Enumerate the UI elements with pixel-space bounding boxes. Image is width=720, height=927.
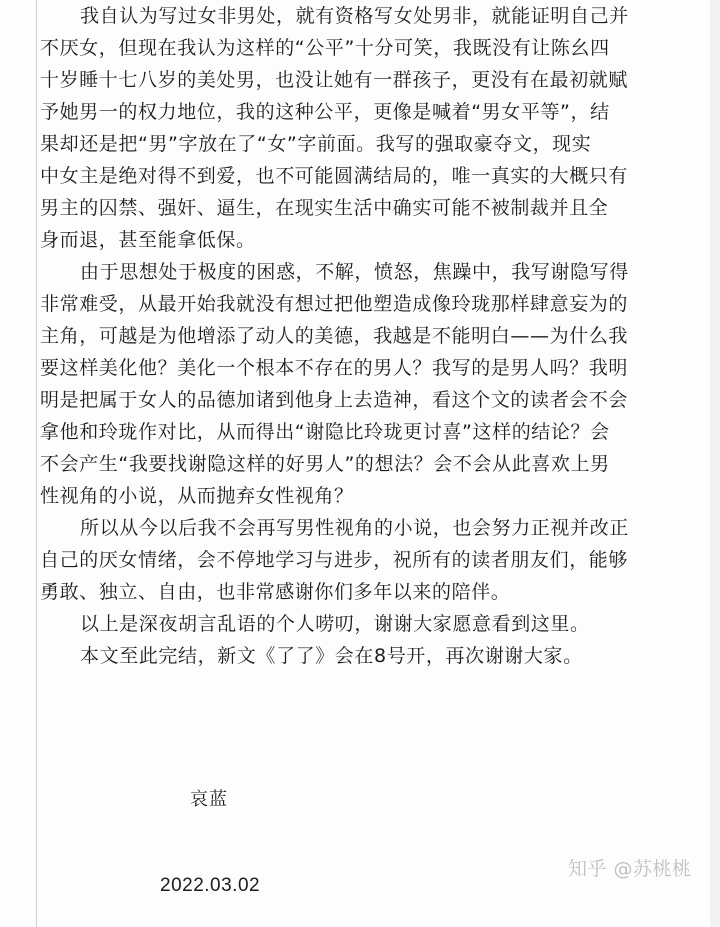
text-line: 本文至此完结，新文《了了》会在8号开，再次谢谢大家。 — [80, 645, 583, 667]
text-line: 由于思想处于极度的困惑，不解，愤怒，焦躁中，我写谢隐写得 — [80, 261, 629, 283]
text-line: 以上是深夜胡言乱语的个人唠叨，谢谢大家愿意看到这里。 — [80, 613, 590, 635]
text-line: 中女主是绝对得不到爱，也不可能圆满结局的，唯一真实的大概只有 — [40, 165, 629, 187]
document-date: 2022.03.02 — [160, 875, 261, 896]
text-line: 要这样美化他？美化一个根本不存在的男人？我写的是男人吗？我明 — [40, 357, 629, 379]
text-line: 男主的囚禁、强奸、逼生，在现实生活中确实可能不被制裁并且全 — [40, 197, 609, 219]
page-right-margin — [710, 0, 720, 927]
text-line: 不厌女，但现在我认为这样的“公平”十分可笑，我既没有让陈幺四 — [40, 37, 610, 59]
text-line: 不会产生“我要找谢隐这样的好男人”的想法？会不会从此喜欢上男 — [40, 453, 610, 475]
text-line: 所以从今以后我不会再写男性视角的小说，也会努力正视并改正 — [80, 517, 629, 539]
text-line: 自己的厌女情绪，会不停地学习与进步，祝所有的读者朋友们，能够 — [40, 549, 629, 571]
zhihu-watermark: 知乎 @苏桃桃 — [568, 858, 692, 880]
text-line: 明是把属于女人的品德加诸到他身上去造神，看这个文的读者会不会 — [40, 389, 629, 411]
text-line: 予她男一的权力地位，我的这种公平，更像是喊着“男女平等”，结 — [40, 101, 610, 123]
author-signature: 哀蓝 — [190, 789, 228, 810]
text-line: 我自认为写过女非男处，就有资格写女处男非，就能证明自己并 — [80, 5, 629, 27]
text-line: 主角，可越是为他增添了动人的美德，我越是不能明白——为什么我 — [40, 325, 629, 347]
text-line: 勇敢、独立、自由，也非常感谢你们多年以来的陪伴。 — [40, 581, 511, 603]
text-line: 十岁睡十七八岁的美处男，也没让她有一群孩子，更没有在最初就赋 — [40, 69, 629, 91]
text-line: 身而退，甚至能拿低保。 — [40, 229, 256, 251]
text-line: 非常难受，从最开始我就没有想过把他塑造成像玲珑那样肆意妄为的 — [40, 293, 629, 315]
document-body — [40, 0, 700, 672]
text-line: 性视角的小说，从而抛弃女性视角？ — [40, 485, 354, 507]
text-line: 拿他和玲珑作对比，从而得出“谢隐比玲珑更讨喜”这样的结论？会 — [40, 421, 610, 443]
page-left-border — [36, 0, 37, 927]
text-line: 果却还是把“男”字放在了“女”字前面。我写的强取豪夺文，现实 — [40, 133, 592, 155]
